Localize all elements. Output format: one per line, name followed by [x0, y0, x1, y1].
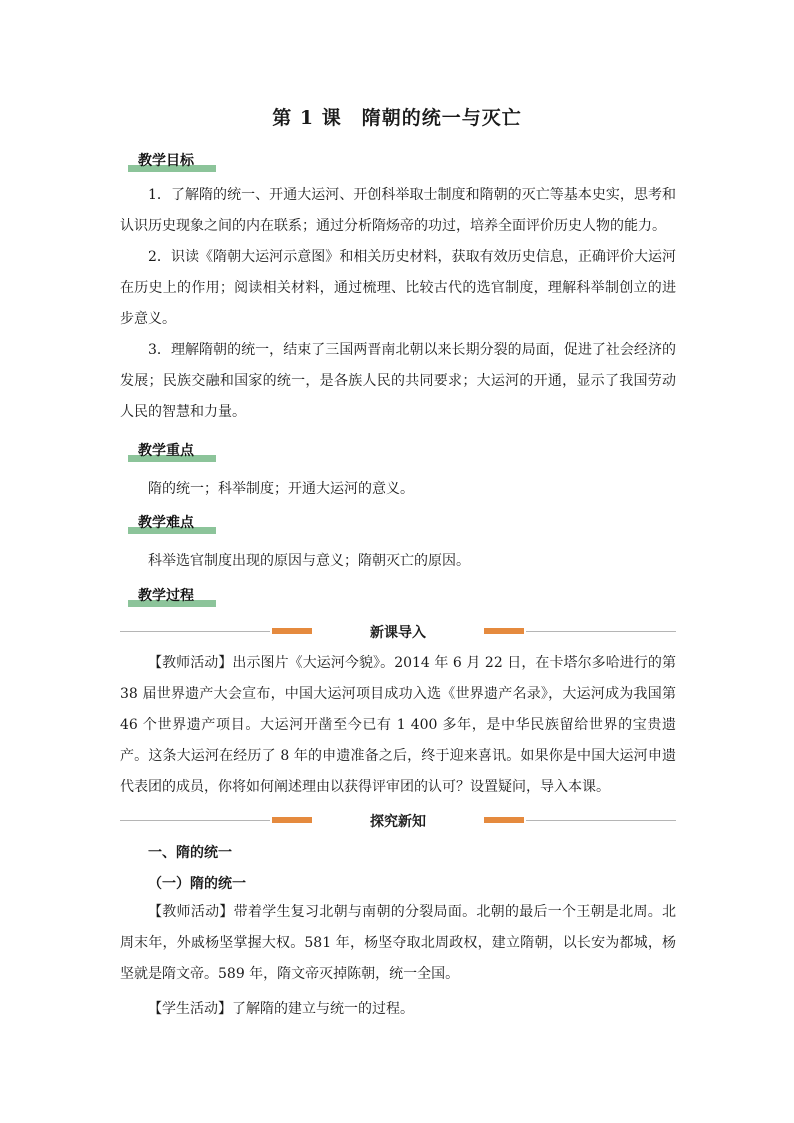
- divider-block-right: [484, 817, 524, 823]
- intro-paragraph: 【教师活动】出示图片《大运河今貌》。2014 年 6 月 22 日，在卡塔尔多哈进行的第 38 届世界遗产大会宣布，中国大运河项目成功入选《世界遗产名录》，大运河成为我国第 46 个世界遗产项目。大运河开凿至今已有 1 400 多年，是中华民族留给世界的宝贵遗产。这条大运河在经历了 8 年的申遗准备之后，终于迎来喜讯。如果你是中国大运河申遗代表团的成员，你将如何阐述理由以获得评审团的认可？设置疑问，导入本课。: [120, 655, 676, 795]
- subheading-2: （一）隋的统一: [148, 876, 246, 892]
- divider-label: 新课导入: [370, 625, 426, 641]
- divider-intro: [120, 624, 676, 641]
- divider-block-right: [484, 628, 524, 634]
- section-label: 教学难点: [138, 515, 194, 531]
- divider-label: 探究新知: [370, 814, 426, 830]
- section-header-difficulties: [128, 512, 216, 534]
- subheading-1: 一、隋的统一: [148, 845, 232, 861]
- section-header-goals: [128, 150, 216, 172]
- section-label: 教学目标: [138, 153, 194, 169]
- teacher-activity-paragraph: 【教师活动】带着学生复习北朝与南朝的分裂局面。北朝的最后一个王朝是北周。北周末年，外戚杨坚掌握大权。581 年，杨坚夺取北周政权，建立隋朝，以长安为都城，杨坚就是隋文帝。589 年，隋文帝灭掉陈朝，统一全国。: [120, 904, 676, 982]
- section-header-process: [128, 585, 216, 607]
- goal-item-1: 1．了解隋的统一、开通大运河、开创科举取士制度和隋朝的灭亡等基本史实，思考和认识历史现象之间的内在联系；通过分析隋炀帝的功过，培养全面评价历史人物的能力。: [120, 187, 676, 234]
- goal-item-2: 2．识读《隋朝大运河示意图》和相关历史材料，获取有效历史信息，正确评价大运河在历史上的作用；阅读相关材料，通过梳理、比较古代的选官制度，理解科举制创立的进步意义。: [120, 249, 676, 327]
- divider-explore: [120, 813, 676, 830]
- section-header-key-points: [128, 440, 216, 462]
- section-label: 教学重点: [138, 443, 194, 459]
- key-points-text: 隋的统一；科举制度；开通大运河的意义。: [148, 481, 414, 497]
- goal-item-3: 3．理解隋朝的统一，结束了三国两晋南北朝以来长期分裂的局面，促进了社会经济的发展；民族交融和国家的统一，是各族人民的共同要求；大运河的开通，显示了我国劳动人民的智慧和力量。: [120, 342, 676, 420]
- section-label: 教学过程: [138, 588, 194, 604]
- student-activity-line: 【学生活动】了解隋的建立与统一的过程。: [148, 1001, 414, 1017]
- difficulties-text: 科举选官制度出现的原因与意义；隋朝灭亡的原因。: [148, 553, 470, 569]
- lesson-title: 第 1 课 隋朝的统一与灭亡: [272, 107, 522, 129]
